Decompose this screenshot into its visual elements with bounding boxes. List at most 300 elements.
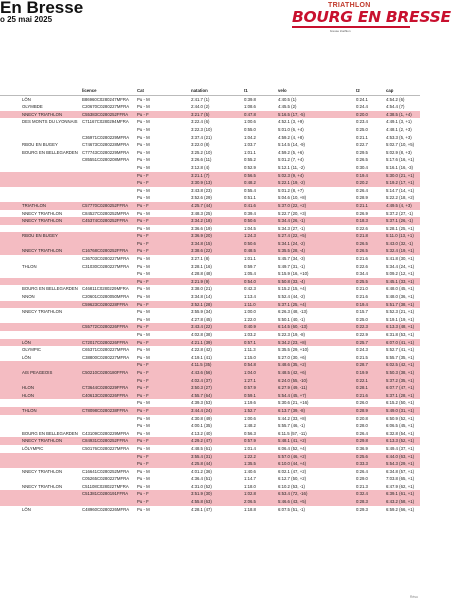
cell-cap: 4:38.5 (1, +4) — [384, 111, 420, 119]
table-row — [0, 437, 420, 445]
cell-nat: 3:34.8 (14) — [189, 293, 242, 301]
cell-t2: 0:26.4 — [354, 430, 384, 438]
cell-cat: Pu - F — [135, 232, 189, 240]
cell-cap: 6:44.0 (63, +1) — [384, 453, 420, 461]
cell-cap: 6:48.0 (45, +1) — [384, 285, 420, 293]
cell-c1 — [0, 354, 14, 362]
cell-c3: HLON — [20, 392, 80, 400]
cell-nat: 3:50.3 (27) — [189, 384, 242, 392]
cell-c1 — [0, 308, 14, 316]
table-row — [0, 468, 420, 476]
cell-velo: 5:01.2 (8, +7) — [276, 187, 354, 195]
cell-c1 — [0, 323, 14, 331]
cell-velo: 5:50.1 (40, -1) — [276, 316, 354, 324]
cell-cat: Pu - M — [135, 483, 189, 491]
cell-velo: 5:34.4 (26, -1) — [276, 217, 354, 225]
cell-t1: 1:15.0 — [242, 354, 276, 362]
cell-nat: 4:43.6 (56) — [189, 369, 242, 377]
table-row — [0, 232, 420, 240]
table-row — [0, 126, 420, 134]
table-row — [0, 285, 420, 293]
cell-c1 — [0, 384, 14, 392]
cell-c1 — [0, 225, 14, 233]
cell-cap: 5:32.4 (19, +1) — [384, 247, 420, 255]
cell-t1: 1:11.0 — [242, 301, 276, 309]
cell-c3 — [20, 194, 80, 202]
cell-lic: C73644C0280229FFRA — [80, 384, 135, 392]
cell-t2: 0:26.0 — [354, 399, 384, 407]
cell-lic: C43109C0280229MFRA — [80, 430, 135, 438]
table-row — [0, 415, 420, 423]
cell-nat: 3:21.1 (7) — [189, 172, 242, 180]
cell-c1 — [0, 377, 14, 385]
cell-t2: 0:26.5 — [354, 247, 384, 255]
table-row — [0, 453, 420, 461]
cell-cap: 5:34.4 (24, +1) — [384, 263, 420, 271]
cell-lic: C51108C0280227MFRA — [80, 483, 135, 491]
cell-nat: 4:25.8 (44) — [189, 460, 242, 468]
cell-t1: 1:08.6 — [242, 103, 276, 111]
cell-lic: C50210C0280180FFRA — [80, 369, 135, 377]
cell-lic — [80, 331, 135, 339]
cell-velo: 5:48.6 (35, +2) — [276, 361, 354, 369]
cell-t2: 0:22.3 — [354, 323, 384, 331]
cell-t2: 0:26.4 — [354, 468, 384, 476]
cell-t2: 0:26.5 — [354, 240, 384, 248]
cell-cap: 6:43.2 (58, +1) — [384, 498, 420, 506]
cell-c1 — [0, 232, 14, 240]
cell-lic: C71167C0280294MFRA — [80, 118, 135, 126]
cell-c3 — [20, 270, 80, 278]
table-row — [0, 369, 420, 377]
cell-c3: RBOU EN BUGEY — [20, 232, 80, 240]
cell-velo: 5:22.7 (20, +3) — [276, 210, 354, 218]
cell-lic — [80, 308, 135, 316]
cell-cap: 6:39.1 (61, +1) — [384, 490, 420, 498]
cell-cat: Pu - F — [135, 407, 189, 415]
cell-velo: 5:01.0 (6, +4) — [276, 126, 354, 134]
cell-velo: 5:45.7 (34, -3) — [276, 255, 354, 263]
cell-t1: 2:06.5 — [242, 498, 276, 506]
cell-lic — [80, 316, 135, 324]
column-header: natation — [189, 87, 242, 95]
cell-c3 — [20, 399, 80, 407]
cell-t1: 1:48.2 — [242, 422, 276, 430]
cell-velo: 5:27.0 (30, +6) — [276, 354, 354, 362]
cell-cat: Pu - M — [135, 134, 189, 142]
cell-c3: BOURG EN BELLEGARDEN — [20, 149, 80, 157]
cell-nat: 4:30.8 (49) — [189, 415, 242, 423]
cell-velo: 5:44.2 (33, +8) — [276, 415, 354, 423]
cell-c1 — [0, 483, 14, 491]
cell-nat: 3:37.4 (21) — [189, 134, 242, 142]
cell-lic: C31030C0280227MFRA — [80, 263, 135, 271]
cell-lic: C46811C0280229MFRA — [80, 285, 135, 293]
cell-lic: C50176C0280227MFRA — [80, 445, 135, 453]
cell-c1 — [0, 103, 14, 111]
table-row — [0, 95, 420, 103]
cell-nat: 4:28.8 (48) — [189, 270, 242, 278]
cell-cap: 7:03.8 (65, +1) — [384, 475, 420, 483]
cell-t1: 1:27.1 — [242, 377, 276, 385]
cell-cat: Pu - F — [135, 323, 189, 331]
cell-cat: Pu - F — [135, 339, 189, 347]
cell-cap: 5:41.8 (30, +1) — [384, 255, 420, 263]
cell-velo: 6:26.3 (48, -13) — [276, 308, 354, 316]
cell-cap: 6:02.5 (42, +1) — [384, 361, 420, 369]
table-row — [0, 346, 420, 354]
cell-t1: 1:52.7 — [242, 407, 276, 415]
cell-c3: LÔN — [20, 339, 80, 347]
cell-cat: Pu - M — [135, 475, 189, 483]
cell-lic: B86960C0280247MFRA — [80, 95, 135, 103]
cell-t2: 0:20.8 — [354, 415, 384, 423]
cell-t1: 0:51.1 — [242, 194, 276, 202]
cell-c1 — [0, 468, 14, 476]
cell-lic: C20670C0280227MFRA — [80, 103, 135, 111]
cell-nat: 3:44.4 (24) — [189, 407, 242, 415]
cell-t1: 1:01.1 — [242, 255, 276, 263]
cell-lic: C77743C0280229MFRA — [80, 149, 135, 157]
cell-cat: Pu - F — [135, 247, 189, 255]
cell-c3: BOURG EN BELLEGARDEN — [20, 430, 80, 438]
cell-c1 — [0, 172, 14, 180]
cell-c1 — [0, 118, 14, 126]
cell-cap: 5:11.0 (13, +1) — [384, 232, 420, 240]
cell-cat: Pu - F — [135, 240, 189, 248]
cell-t2: 0:26.4 — [354, 187, 384, 195]
table-row — [0, 483, 420, 491]
table-row — [0, 194, 420, 202]
cell-cap: 4:49.5 (4, +3) — [384, 202, 420, 210]
cell-c3: RBOU EN BUGEY — [20, 141, 80, 149]
cell-c3 — [20, 475, 80, 483]
cell-velo: 5:14.5 (14, -9) — [276, 141, 354, 149]
cell-nat: 3:30.9 (13) — [189, 179, 242, 187]
cell-c1 — [0, 331, 14, 339]
cell-t1: 0:41.6 — [242, 202, 276, 210]
cell-velo: 5:27.4 (22, +5) — [276, 232, 354, 240]
cell-nat: 3:25.2 (10) — [189, 149, 242, 157]
cell-cap: 5:28.1 (25, +1) — [384, 225, 420, 233]
logo-swoosh — [292, 26, 410, 28]
cell-nat: 3:21.7 (5) — [189, 111, 242, 119]
cell-t2: 0:33.3 — [354, 460, 384, 468]
cell-c3 — [20, 498, 80, 506]
cell-velo: 6:10.0 (44, +4) — [276, 460, 354, 468]
cell-t2: 0:19.4 — [354, 172, 384, 180]
cell-cat: Pu - F — [135, 361, 189, 369]
cell-nat: 4:29.2 (47) — [189, 437, 242, 445]
cell-cat: Pu - M — [135, 346, 189, 354]
cell-cat: Pu - M — [135, 126, 189, 134]
cell-velo: 5:46.6 (43, +5) — [276, 498, 354, 506]
cell-cat: Pu - M — [135, 103, 189, 111]
cell-nat: 4:21.1 (39) — [189, 339, 242, 347]
cell-t2: 0:24.3 — [354, 346, 384, 354]
cell-t2: 0:22.7 — [354, 141, 384, 149]
cell-t1: 0:59.1 — [242, 392, 276, 400]
cell-velo: 5:52.4 (44, -2) — [276, 293, 354, 301]
cell-c3 — [20, 301, 80, 309]
cell-cap: 4:54.2 (6) — [384, 95, 420, 103]
cell-t1: 1:04.2 — [242, 134, 276, 142]
cell-cap: 5:37.1 (28, +1) — [384, 392, 420, 400]
table-row — [0, 210, 420, 218]
cell-c1 — [0, 506, 14, 514]
cell-lic — [80, 179, 135, 187]
cell-cat: Pu - M — [135, 399, 189, 407]
cell-nat: 3:28.1 (16) — [189, 263, 242, 271]
cell-c1 — [0, 339, 14, 347]
cell-cat: Pu - M — [135, 430, 189, 438]
cell-t1: 0:54.0 — [242, 278, 276, 286]
cell-cap: 4:54.4 (7) — [384, 103, 420, 111]
cell-c1 — [0, 278, 14, 286]
cell-velo: 5:55.7 (46, -1) — [276, 422, 354, 430]
cell-t1: 1:03.2 — [242, 331, 276, 339]
cell-lic — [80, 498, 135, 506]
cell-t1: 1:01.4 — [242, 445, 276, 453]
cell-c3: NNON — [20, 293, 80, 301]
cell-t2: 0:20.2 — [354, 179, 384, 187]
cell-cat: Pu - F — [135, 202, 189, 210]
cell-t1: 0:55.4 — [242, 187, 276, 195]
cell-velo: 5:30.6 (21, +16) — [276, 399, 354, 407]
cell-velo: 4:52.1 (3, +9) — [276, 118, 354, 126]
cell-t1: 1:03.7 — [242, 141, 276, 149]
cell-nat: 3:22.0 (8) — [189, 141, 242, 149]
cell-c1 — [0, 475, 14, 483]
cell-cap: 5:37.1 (26, -1) — [384, 217, 420, 225]
cell-cap: 5:51.7 (38, +1) — [384, 301, 420, 309]
cell-cap: 5:49.0 (31, +1) — [384, 407, 420, 415]
cell-t1: 0:55.0 — [242, 126, 276, 134]
table-header-row — [0, 87, 420, 95]
table-row — [0, 225, 420, 233]
cell-c3: OLYMBDE — [20, 103, 80, 111]
cell-cat: Pu - M — [135, 263, 189, 271]
cell-t2: 0:24.1 — [354, 95, 384, 103]
cell-t2: 0:26.9 — [354, 210, 384, 218]
cell-t2: 0:21.0 — [354, 285, 384, 293]
cell-cap: 5:17.6 (16, +1) — [384, 156, 420, 164]
cell-cap: 6:15.2 (50, +1) — [384, 399, 420, 407]
cell-c3: THLON — [20, 263, 80, 271]
cell-c3 — [20, 377, 80, 385]
cell-c3 — [20, 225, 80, 233]
cell-c1 — [0, 285, 14, 293]
cell-c1 — [0, 255, 14, 263]
cell-nat: 4:00.1 (35) — [189, 422, 242, 430]
cell-velo: 5:37.0 (22, +2) — [276, 202, 354, 210]
cell-t1: 1:04.5 — [242, 225, 276, 233]
table-row — [0, 164, 420, 172]
cell-c1 — [0, 263, 14, 271]
cell-t1: 1:24.3 — [242, 232, 276, 240]
cell-t2: 0:29.0 — [354, 475, 384, 483]
cell-cat: Pu - M — [135, 293, 189, 301]
cell-cat: Pu - F — [135, 217, 189, 225]
cell-t1: 1:40.6 — [242, 468, 276, 476]
cell-c3: NNECY TRIATHLON — [20, 437, 80, 445]
cell-t2: 0:25.0 — [354, 316, 384, 324]
cell-cat: Pu - M — [135, 156, 189, 164]
cell-lic: C20601C0280050MFRA — [80, 293, 135, 301]
cell-velo: 5:48.5 (42, +6) — [276, 369, 354, 377]
cell-lic: C74673C0280228MFRA — [80, 141, 135, 149]
table-row — [0, 103, 420, 111]
cell-nat: 4:55.8 (63) — [189, 498, 242, 506]
cell-lic: C16641C0280252MFRA — [80, 468, 135, 476]
cell-t2: 0:32.4 — [354, 490, 384, 498]
table-row — [0, 263, 420, 271]
table-row — [0, 339, 420, 347]
cell-cap: 5:09.2 (12, +1) — [384, 270, 420, 278]
cell-nat: 3:12.8 (4) — [189, 164, 242, 172]
table-row — [0, 156, 420, 164]
table-row — [0, 134, 420, 142]
column-header: t2 — [354, 87, 384, 95]
cell-c3 — [20, 187, 80, 195]
cell-t1: 1:22.2 — [242, 453, 276, 461]
cell-nat: 4:02.4 (37) — [189, 377, 242, 385]
cell-velo: 4:40.5 (1) — [276, 95, 354, 103]
cell-c1 — [0, 407, 14, 415]
cell-nat: 4:39.3 (53) — [189, 399, 242, 407]
table-row — [0, 430, 420, 438]
cell-cap: 5:49.4 (37, +1) — [384, 445, 420, 453]
cell-nat: 3:27.1 (8) — [189, 255, 242, 263]
cell-c3 — [20, 179, 80, 187]
cell-cat: Pu - M — [135, 118, 189, 126]
column-header — [20, 87, 80, 95]
cell-c1 — [0, 316, 14, 324]
cell-t1: 1:04.0 — [242, 369, 276, 377]
cell-lic — [80, 377, 135, 385]
cell-c1 — [0, 194, 14, 202]
cell-c1 — [0, 346, 14, 354]
cell-nat: 3:26.6 (11) — [189, 156, 242, 164]
cell-cap: 6:59.2 (66, +1) — [384, 506, 420, 514]
cell-velo: 6:24.0 (55, -10) — [276, 377, 354, 385]
cell-cat: Pu - M — [135, 468, 189, 476]
cell-cap: 5:43.0 (32, -1) — [384, 240, 420, 248]
cell-lic — [80, 422, 135, 430]
cell-t1: 0:57.9 — [242, 437, 276, 445]
cell-c3: DES MONTS DU LYONNAIS — [20, 118, 80, 126]
cell-c3 — [20, 240, 80, 248]
race-date: o 25 mai 2025 — [0, 15, 53, 24]
cell-t2: 0:15.7 — [354, 308, 384, 316]
cell-t2: 0:28.1 — [354, 384, 384, 392]
cell-c3: LÔLYMPIC — [20, 445, 80, 453]
cell-t2: 0:25.6 — [354, 453, 384, 461]
cell-velo: 6:06.4 (52, +4) — [276, 445, 354, 453]
cell-t1: 1:18.0 — [242, 483, 276, 491]
cell-velo: 5:34.3 (27, -1) — [276, 225, 354, 233]
cell-velo: 5:12.1 (11, -2) — [276, 164, 354, 172]
cell-t2: 0:28.9 — [354, 194, 384, 202]
cell-cat: Pu - M — [135, 187, 189, 195]
cell-c3: LÔN — [20, 354, 80, 362]
cell-lic: C59623C0280228FFRA — [80, 301, 135, 309]
cell-cap: 6:06.5 (45, +1) — [384, 422, 420, 430]
cell-cat: Pu - F — [135, 278, 189, 286]
cell-t1: 1:00.6 — [242, 415, 276, 423]
cell-nat: 4:48.5 (61) — [189, 445, 242, 453]
cell-velo: 5:35.5 (29, +10) — [276, 346, 354, 354]
cell-cat: Pu - F — [135, 179, 189, 187]
cell-c1 — [0, 210, 14, 218]
cell-t1: 1:00.6 — [242, 118, 276, 126]
cell-t1: 1:35.5 — [242, 460, 276, 468]
table-row — [0, 141, 420, 149]
cell-c3 — [20, 126, 80, 134]
cell-t2: 0:20.0 — [354, 111, 384, 119]
cell-c3: BOURG EN BELLEGARDEN — [20, 285, 80, 293]
cell-lic: C65371C0280227MFRA — [80, 346, 135, 354]
cell-velo: 4:45.5 (2) — [276, 103, 354, 111]
cell-c3 — [20, 422, 80, 430]
cell-cat: Pu - M — [135, 164, 189, 172]
cell-t1: 0:50.6 — [242, 217, 276, 225]
cell-lic — [80, 460, 135, 468]
cell-lic — [80, 187, 135, 195]
cell-t1: 1:18.8 — [242, 506, 276, 514]
table-row — [0, 399, 420, 407]
table-row — [0, 240, 420, 248]
cell-c1 — [0, 430, 14, 438]
cell-c1 — [0, 164, 14, 172]
table-row — [0, 354, 420, 362]
cell-lic: C55772C0280226FFRA — [80, 323, 135, 331]
cell-cap: 5:37.2 (27, -1) — [384, 210, 420, 218]
cell-c3 — [20, 490, 80, 498]
cell-lic: C85551C0280208MFRA — [80, 156, 135, 164]
cell-t2: 0:25.5 — [354, 278, 384, 286]
cell-c3: NNECY TRIATHLON — [20, 210, 80, 218]
cell-cat: Pu - M — [135, 194, 189, 202]
column-header: licence — [80, 87, 135, 95]
cell-velo: 5:34.1 (24, -2) — [276, 240, 354, 248]
cell-cap: 6:07.0 (41, +1) — [384, 339, 420, 347]
cell-c3: TRIATHLON — [20, 202, 80, 210]
table-row — [0, 498, 420, 506]
cell-t2: 0:34.4 — [354, 270, 384, 278]
cell-lic: C36703C0280227MFRA — [80, 255, 135, 263]
cell-c1 — [0, 399, 14, 407]
cell-velo: 5:57.0 (46, +2) — [276, 453, 354, 461]
cell-t1: 1:19.6 — [242, 399, 276, 407]
cell-nat: 3:34.2 (18) — [189, 217, 242, 225]
cell-velo: 5:50.8 (33, -4) — [276, 278, 354, 286]
logo-top-text: TRIATHLON — [328, 2, 371, 9]
table-row — [0, 217, 420, 225]
cell-cap: 6:31.8 (53, +1) — [384, 331, 420, 339]
table-row — [0, 506, 420, 514]
logo-sub-text: bresse triathlon — [330, 29, 351, 33]
table-row — [0, 255, 420, 263]
cell-cat: Pu - F — [135, 490, 189, 498]
cell-velo: 6:11.5 (57, -11) — [276, 430, 354, 438]
cell-c1 — [0, 156, 14, 164]
cell-nat: 4:22.8 (42) — [189, 346, 242, 354]
column-header: Cat — [135, 87, 189, 95]
cell-cap: 5:02.9 (8, +3) — [384, 149, 420, 157]
table-row — [0, 278, 420, 286]
table-row — [0, 331, 420, 339]
